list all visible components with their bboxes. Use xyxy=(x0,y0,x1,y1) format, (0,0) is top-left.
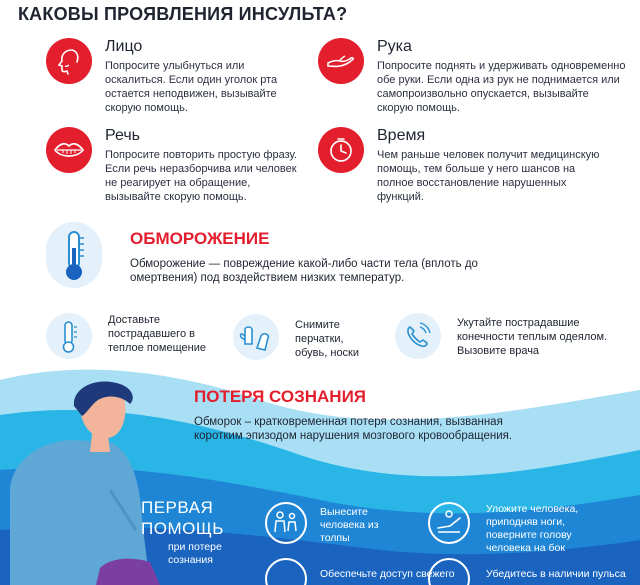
people-icon xyxy=(265,502,307,544)
sign-text: Попросите поднять и удерживать одновременно обе руки. Если одна из рук не поднимается или самопроизвольно опускается, вызывайте скорую помощь. xyxy=(377,60,626,114)
sign-title: Рука xyxy=(377,38,412,55)
clock-icon xyxy=(318,127,364,173)
frostbite-step: Снимите перчатки, обувь, носки xyxy=(295,319,360,359)
frostbite-text: Обморожение — повреждение какой-либо части тела (вплоть до омертвения) под воздействием низких температур. xyxy=(130,258,478,284)
stroke-heading: КАКОВЫ ПРОЯВЛЕНИЯ ИНСУЛЬТА? xyxy=(18,4,348,24)
sign-text: Попросите улыбнуться или оскалиться. Если один уголок рта остается неподвижен, вызывайте скорую помощь. xyxy=(105,60,278,114)
thermometer-icon xyxy=(46,222,102,288)
sign-time xyxy=(318,127,628,204)
hand-icon xyxy=(318,38,364,84)
lips-icon xyxy=(46,127,92,173)
sign-title: Время xyxy=(377,127,426,144)
lying-person-icon xyxy=(428,502,470,544)
frostbite-title: ОБМОРОЖЕНИЕ xyxy=(130,229,270,248)
fainting-text: Обморок – кратковременная потеря сознания, вызванная коротким эпизодом нарушения мозгового кровообращения. xyxy=(194,416,513,442)
first-aid-step: Вынесите человека из толпы xyxy=(320,506,379,544)
fainting-title: ПОТЕРЯ СОЗНАНИЯ xyxy=(194,387,367,406)
sign-title: Лицо xyxy=(105,38,143,55)
first-aid-subtitle: при потере сознания xyxy=(168,541,222,566)
first-aid-step: Убедитесь в наличии пульса xyxy=(486,568,626,580)
first-aid-title-line: ПЕРВАЯ xyxy=(141,498,214,517)
phone-icon xyxy=(395,313,441,359)
first-aid-title-line: ПОМОЩЬ xyxy=(141,519,224,538)
first-aid-title xyxy=(141,497,224,539)
face-icon xyxy=(46,38,92,84)
sign-text: Попросите повторить простую фразу. Если речь неразборчива или человек не реагирует на обращение, вызывайте скорую помощь. xyxy=(105,149,297,203)
mittens-icon xyxy=(233,314,279,360)
sign-title: Речь xyxy=(105,127,141,144)
first-aid-step: Уложите человека, приподняв ноги, поверните голову человека на бок xyxy=(486,503,579,554)
sign-text: Чем раньше человек получит медицинскую помощь, тем больше у него шансов на полное восстановление нарушенных функций. xyxy=(377,149,600,203)
frostbite-step: Укутайте пострадавшие конечности теплым одеялом. Вызовите врача xyxy=(457,317,608,357)
sign-face xyxy=(46,38,306,115)
first-aid-step: Обеспечьте доступ свежего xyxy=(320,568,455,580)
thermometer-small-icon xyxy=(46,313,92,359)
sign-arm xyxy=(318,38,628,115)
sign-speech xyxy=(46,127,306,204)
frostbite-step: Доставьте пострадавшего в теплое помещение xyxy=(108,314,206,354)
